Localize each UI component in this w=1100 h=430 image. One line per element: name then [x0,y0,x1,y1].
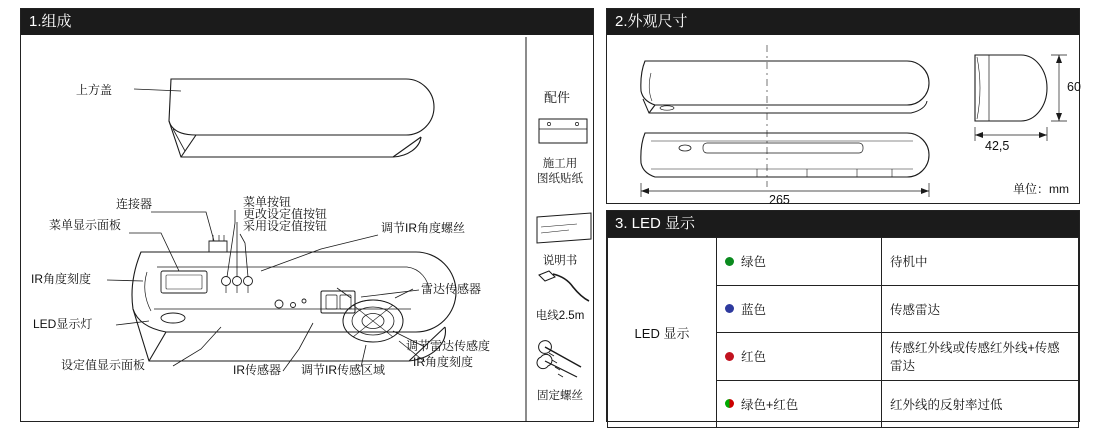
label-top-cover: 上方盖 [76,83,113,97]
led-description-cell: 传感雷达 [882,285,1079,333]
led-color-name: 红色 [741,350,767,365]
led-color-cell [717,285,882,333]
accessory-caption-wire: 电线2.5m [535,310,585,322]
dimension-length-value: 265 [769,193,790,207]
led-table [607,237,1079,428]
label-setting-display-panel: 设定值显示面板 [61,358,146,372]
led-color-cell [717,380,882,428]
blue-dot-icon [725,304,734,313]
panel-composition-title: 1.组成 [21,9,593,35]
dimension-unit-note: 单位：mm [1013,182,1069,196]
panel-led-display-title: 3. LED 显示 [607,211,1079,237]
panel-dimensions-title: 2.外观尺寸 [607,9,1079,35]
dimension-height-value: 60 [1067,80,1081,94]
label-connector: 连接器 [116,197,153,211]
label-ir-sensor: IR传感器 [233,363,282,377]
led-color-cell [717,238,882,286]
accessory-caption-sticker-line1: 施工用 [542,158,578,170]
label-apply-setting-button: 采用设定值按钮 [243,219,328,233]
accessory-caption-manual: 说明书 [542,255,578,267]
panel-dimensions [606,8,1081,207]
label-radar-sensitivity-adjust: 调节雷达传感度 [406,339,491,353]
label-ir-area-adjust: 调节IR传感区域 [301,363,386,377]
accessories-heading: 配件 [544,90,571,105]
label-radar-sensor: 雷达传感器 [421,282,482,296]
label-ir-angle-screw: 调节IR角度螺丝 [381,221,466,235]
dimension-depth-value: 42,5 [985,139,1010,153]
led-color-name: 绿色+红色 [741,397,799,412]
led-color-name: 蓝色 [741,302,767,317]
red-dot-icon [725,352,734,361]
led-description-cell: 待机中 [882,238,1079,286]
label-menu-display-panel: 菜单显示面板 [49,218,122,232]
led-row-label: LED 显示 [608,238,717,428]
label-menu-button: 菜单按钮 [243,195,292,209]
label-led-indicator: LED显示灯 [33,317,93,331]
label-ir-angle-scale-right: IR角度刻度 [413,355,474,369]
dimensions-diagram [607,9,1081,205]
label-ir-angle-scale-left: IR角度刻度 [31,272,92,286]
green-red-dot-icon [725,399,734,408]
led-description-cell: 传感红外线或传感红外线+传感雷达 [882,333,1079,381]
led-color-name: 绿色 [741,255,767,270]
led-color-cell [717,333,882,381]
label-change-setting-button: 更改设定值按钮 [243,207,328,221]
panel-composition [20,8,594,422]
led-description-cell: 红外线的反射率过低 [882,380,1079,428]
accessory-caption-sticker-line2: 图纸贴纸 [537,173,583,185]
panel-led-display [606,210,1080,422]
accessory-caption-screw: 固定螺丝 [537,390,583,402]
table-row [608,238,1079,286]
green-dot-icon [725,257,734,266]
